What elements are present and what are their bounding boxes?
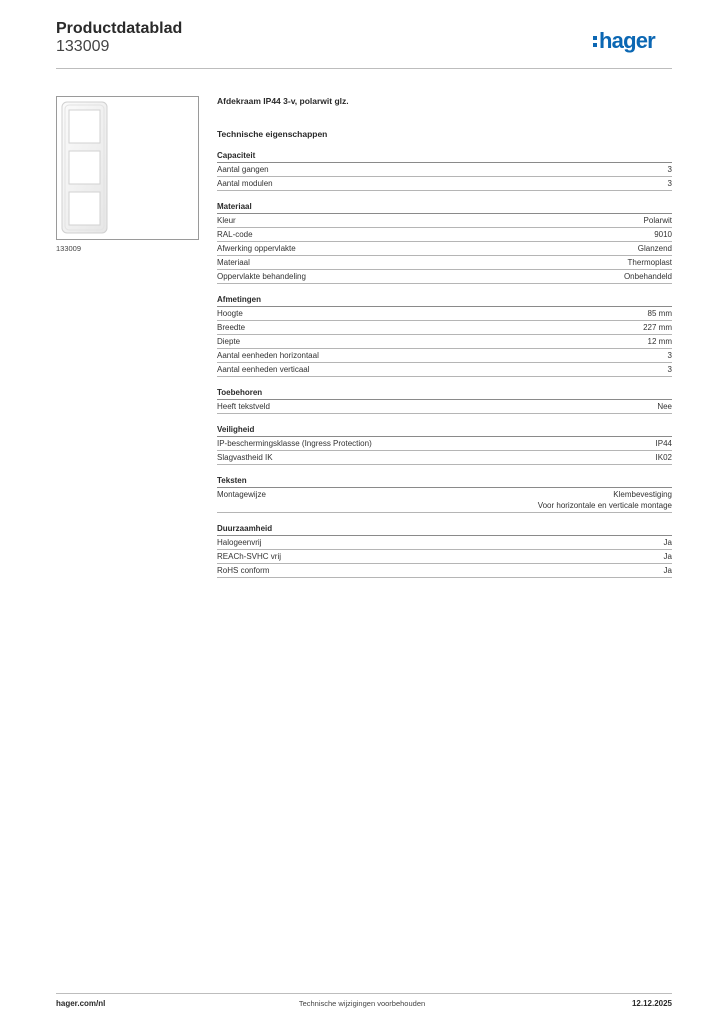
spec-label: Materiaal	[217, 258, 250, 267]
spec-row	[217, 488, 672, 513]
spec-value	[656, 452, 672, 463]
spec-row	[217, 349, 672, 363]
spec-label: Afwerking oppervlakte	[217, 244, 296, 253]
spec-row	[217, 177, 672, 191]
spec-label: Aantal eenheden verticaal	[217, 365, 310, 374]
spec-value-line: IP44	[655, 439, 672, 448]
spec-value	[648, 308, 672, 319]
hager-logo	[592, 26, 674, 56]
spec-value-line: Thermoplast	[627, 258, 672, 267]
document-number: 133009	[56, 38, 110, 55]
spec-value	[657, 401, 672, 412]
spec-value-line: Ja	[663, 538, 672, 547]
spec-group-title: Teksten	[217, 475, 672, 488]
spec-group	[217, 201, 672, 284]
spec-label: Diepte	[217, 337, 241, 346]
spec-group	[217, 387, 672, 414]
spec-value-line: Ja	[663, 552, 672, 561]
spec-value	[668, 364, 672, 375]
spec-label: Kleur	[217, 216, 236, 225]
spec-value	[664, 551, 672, 562]
spec-value	[654, 229, 672, 240]
spec-value-line: 12 mm	[647, 337, 672, 346]
spec-row	[217, 550, 672, 564]
spec-label: Aantal eenheden horizontaal	[217, 351, 319, 360]
spec-value-line: 9010	[654, 230, 672, 239]
spec-value	[628, 257, 672, 268]
spec-label: Aantal gangen	[217, 165, 269, 174]
spec-label: Hoogte	[217, 309, 243, 318]
spec-row	[217, 163, 672, 177]
spec-label: Breedte	[217, 323, 246, 332]
spec-row	[217, 536, 672, 550]
spec-value-line: 3	[667, 351, 672, 360]
spec-value	[538, 489, 672, 511]
logo-wordmark: hager	[599, 28, 655, 53]
spec-group	[217, 150, 672, 191]
document-title: Productdatablad	[56, 20, 183, 37]
spec-group-title: Capaciteit	[217, 150, 672, 163]
spec-row	[217, 321, 672, 335]
header-divider	[56, 68, 672, 69]
spec-group-title: Toebehoren	[217, 387, 672, 400]
spec-row	[217, 270, 672, 284]
product-details	[217, 95, 672, 588]
spec-label: Heeft tekstveld	[217, 402, 270, 411]
spec-value-line: 3	[667, 165, 672, 174]
spec-row	[217, 214, 672, 228]
spec-label: RoHS conform	[217, 566, 270, 575]
spec-row	[217, 564, 672, 578]
spec-value-line: Polarwit	[643, 216, 672, 225]
spec-value-line: 227 mm	[643, 323, 672, 332]
spec-value-line: 85 mm	[647, 309, 672, 318]
spec-row	[217, 228, 672, 242]
spec-value-line: IK02	[655, 453, 672, 462]
spec-row	[217, 400, 672, 414]
spec-row	[217, 335, 672, 349]
spec-row	[217, 451, 672, 465]
spec-value	[664, 537, 672, 548]
spec-value-line: Ja	[663, 566, 672, 575]
spec-group-title: Materiaal	[217, 201, 672, 214]
spec-group	[217, 523, 672, 578]
cover-frame-illustration	[57, 97, 198, 239]
spec-group	[217, 475, 672, 513]
footer-date: 12.12.2025	[631, 999, 672, 1008]
spec-value	[668, 350, 672, 361]
product-title: Afdekraam IP44 3-v, polarwit glz.	[217, 96, 349, 106]
spec-row	[217, 307, 672, 321]
spec-label: Montagewijze	[217, 490, 266, 499]
spec-value	[643, 322, 672, 333]
spec-group-title: Duurzaamheid	[217, 523, 672, 536]
spec-row	[217, 256, 672, 270]
spec-value	[668, 178, 672, 189]
spec-value	[664, 565, 672, 576]
product-image	[56, 96, 199, 240]
spec-group	[217, 294, 672, 377]
section-heading: Technische eigenschappen	[217, 129, 328, 139]
spec-label: Aantal modulen	[217, 179, 273, 188]
spec-label: RAL-code	[217, 230, 253, 239]
footer-disclaimer: Technische wijzigingen voorbehouden	[298, 999, 426, 1008]
spec-label: Oppervlakte behandeling	[217, 272, 306, 281]
spec-row	[217, 437, 672, 451]
spec-value-line: Klembevestiging	[613, 490, 672, 499]
spec-group	[217, 424, 672, 465]
spec-row	[217, 242, 672, 256]
spec-label: IP-beschermingsklasse (Ingress Protection)	[217, 439, 372, 448]
spec-value-line: 3	[667, 365, 672, 374]
spec-value	[644, 215, 672, 226]
spec-value-line: Nee	[657, 402, 672, 411]
spec-value	[648, 336, 672, 347]
footer-divider	[56, 993, 672, 994]
spec-value-line: Glanzend	[637, 244, 672, 253]
spec-row	[217, 363, 672, 377]
spec-value-line: Onbehandeld	[623, 272, 672, 281]
spec-value-line: Voor horizontale en verticale montage	[537, 501, 672, 510]
spec-value	[656, 438, 672, 449]
spec-value	[638, 243, 672, 254]
spec-label: Halogeenvrij	[217, 538, 262, 547]
image-caption: 133009	[56, 244, 82, 253]
spec-value	[668, 164, 672, 175]
spec-label: Slagvastheid IK	[217, 453, 273, 462]
spec-group-title: Afmetingen	[217, 294, 672, 307]
spec-group-title: Veiligheid	[217, 424, 672, 437]
footer-website: hager.com/nl	[56, 999, 106, 1008]
spec-groups	[217, 150, 672, 578]
spec-value-line: 3	[667, 179, 672, 188]
spec-label: REACh-SVHC vrij	[217, 552, 282, 561]
spec-value	[624, 271, 672, 282]
